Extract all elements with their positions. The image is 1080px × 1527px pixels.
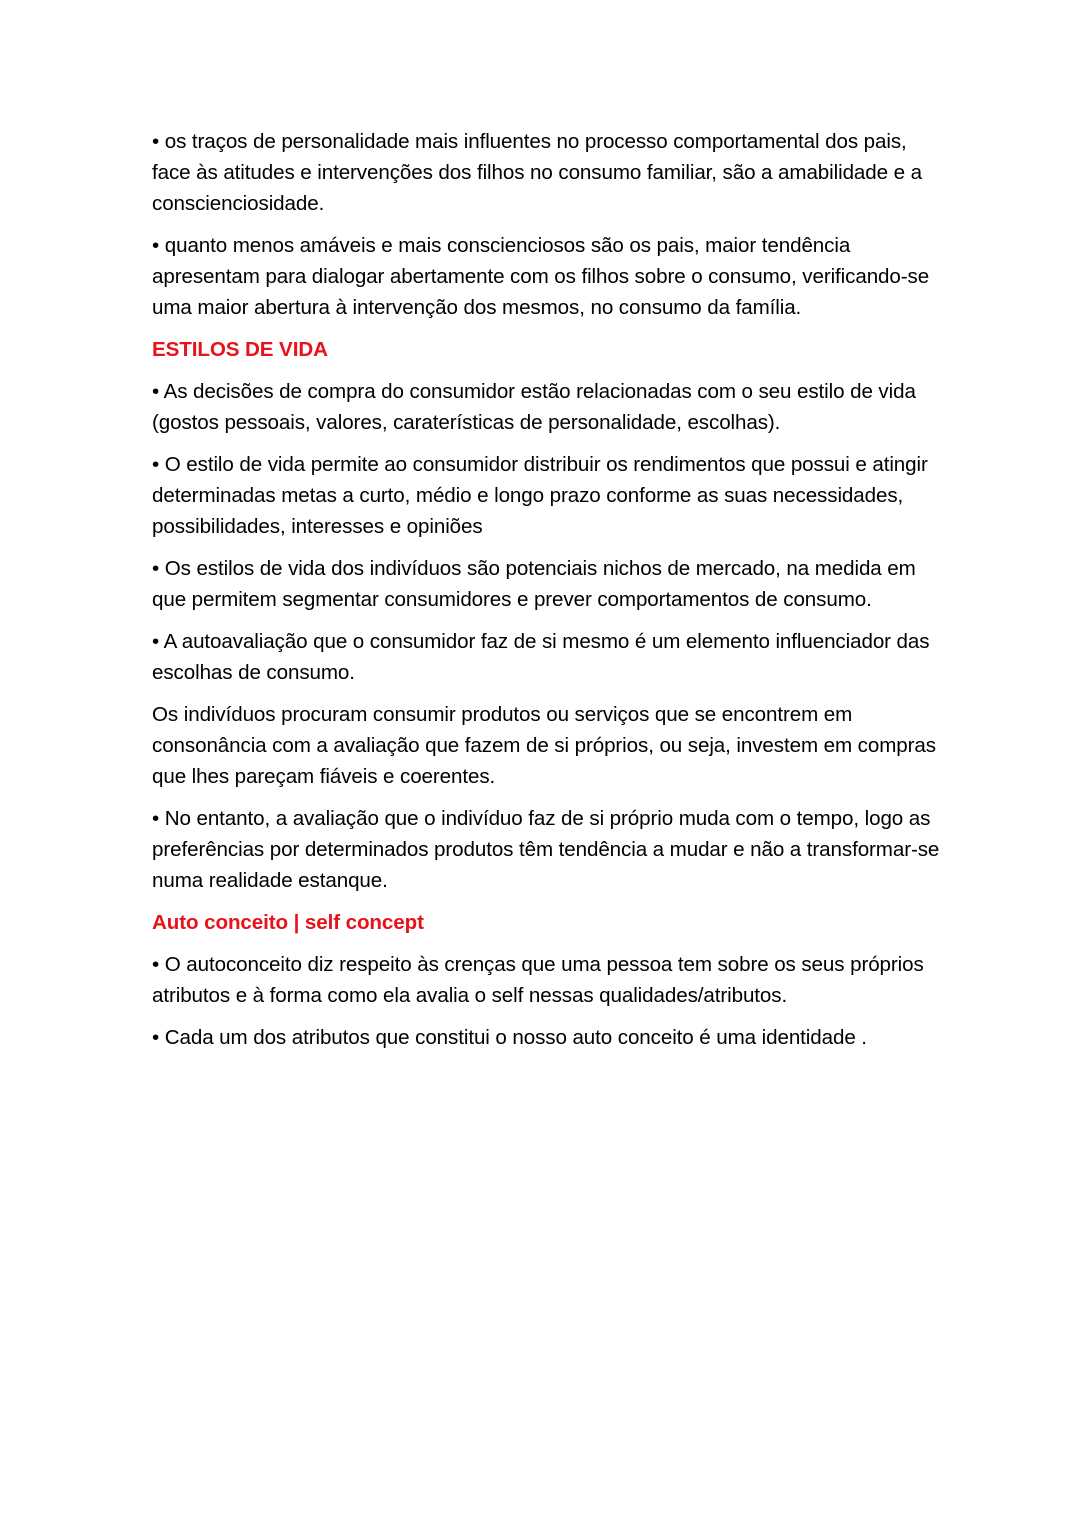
bullet-paragraph-income-distribution: • O estilo de vida permite ao consumidor distribuir os rendimentos que possui e atingir determinadas metas a curto, médio e longo prazo conforme as suas necessidades, possibilidades, interesses e opiniões xyxy=(152,453,928,538)
bullet-paragraph-evaluation-changes: • No entanto, a avaliação que o indivíduo faz de si próprio muda com o tempo, logo as preferências por determinados produtos têm tendência a mudar e não a transformar-se numa realidade estanque. xyxy=(152,807,940,892)
bullet-paragraph-autoconceito-definition: • O autoconceito diz respeito às crenças que uma pessoa tem sobre os seus próprios atributos e à forma como ela avalia o self nessas qualidades/atributos. xyxy=(152,953,924,1007)
bullet-paragraph-purchase-decisions: • As decisões de compra do consumidor estão relacionadas com o seu estilo de vida (gostos pessoais, valores, caraterísticas de personalidade, escolhas). xyxy=(152,380,916,434)
paragraph-consonance-consumption: Os indivíduos procuram consumir produtos ou serviços que se encontrem em consonância com a avaliação que fazem de si próprios, ou seja, investem em compras que lhes pareçam fiáveis e coerentes. xyxy=(152,703,936,788)
bullet-paragraph-market-niches: • Os estilos de vida dos indivíduos são potenciais nichos de mercado, na medida em que permitem segmentar consumidores e prever comportamentos de consumo. xyxy=(152,557,916,611)
section-heading-auto-conceito: Auto conceito | self concept xyxy=(152,911,424,934)
bullet-paragraph-identity-attributes: • Cada um dos atributos que constitui o nosso auto conceito é uma identidade . xyxy=(152,1026,867,1049)
bullet-paragraph-parent-dialogue: • quanto menos amáveis e mais conscienciosos são os pais, maior tendência apresentam para dialogar abertamente com os filhos sobre o consumo, verificando-se uma maior abertura à intervenção dos mesmos, no consumo da família. xyxy=(152,234,930,319)
section-heading-estilos-de-vida: ESTILOS DE VIDA xyxy=(152,338,328,361)
bullet-paragraph-self-evaluation: • A autoavaliação que o consumidor faz de si mesmo é um elemento influenciador das escolhas de consumo. xyxy=(152,630,930,684)
document-body xyxy=(152,126,942,1053)
bullet-paragraph-personality-traits: • os traços de personalidade mais influentes no processo comportamental dos pais, face às atitudes e intervenções dos filhos no consumo familiar, são a amabilidade e a conscienciosidade. xyxy=(152,130,922,215)
